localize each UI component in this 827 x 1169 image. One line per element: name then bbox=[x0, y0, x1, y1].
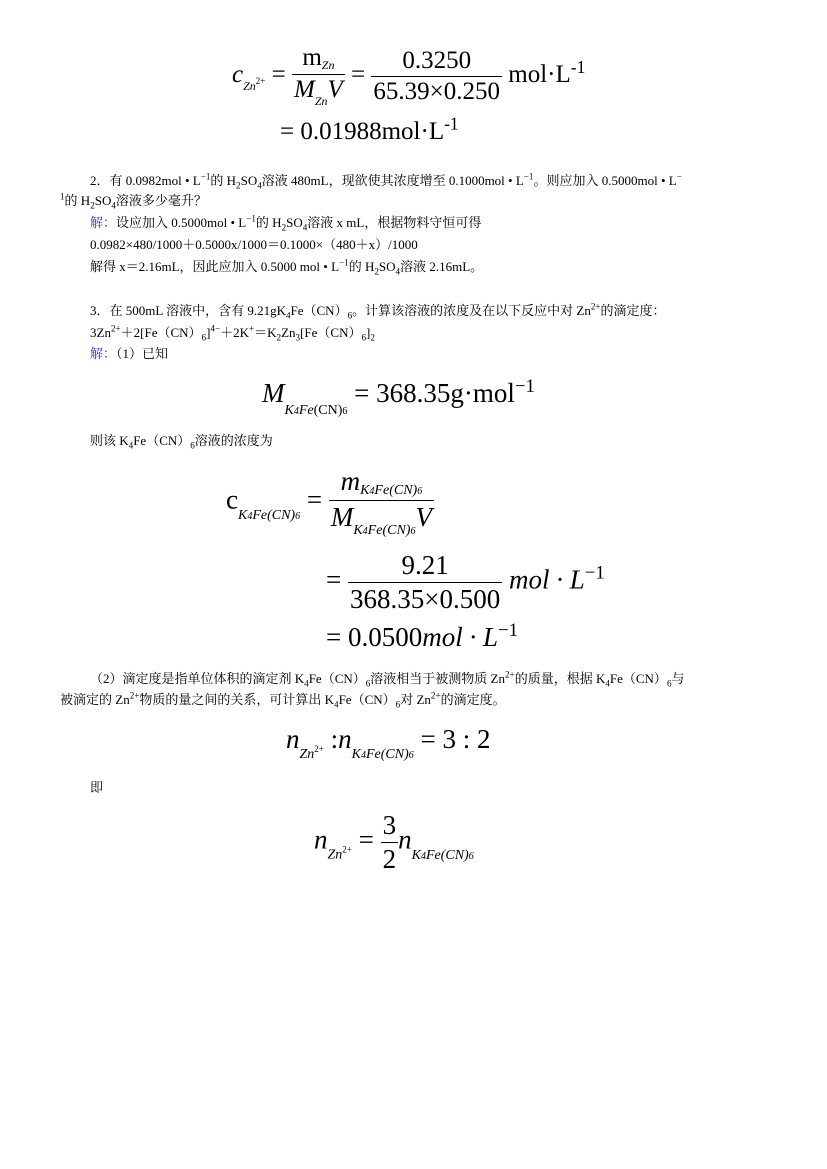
symbol-c: c bbox=[232, 61, 244, 89]
ji-label: 即 bbox=[90, 780, 104, 795]
equation-k4fecn6-result: = $0.0500mol \cdot L^{-1}$ bbox=[326, 620, 519, 652]
problem-2-solution-3: 解得 x＝2.16mL，因此应加入 0.5000 mol • $L^{-1}$的 $H_2SO_4$溶液 2.16mL。 bbox=[90, 257, 484, 277]
problem-3-solution-label: 解：（1）已知 bbox=[90, 346, 169, 361]
equation-zn-concentration: $c_{Zn}2+$ = $\frac{\text{mZn}}{M_{Zn}V}$ = $\frac{0.3250}{65.39\times 0.250}$ $mol\cdot L^{-1}$ bbox=[232, 44, 586, 108]
part-2-line-1: （2）滴定度是指单位体积的滴定剂 $K_4Fe(CN)_6$溶液相当于被测物质 $Zn^{2+}$的质量，根据 $K_4Fe(CN)_6$与 bbox=[90, 669, 685, 689]
problem-2-line-2: $^1$的 $H_2SO_4$溶液多少毫升？ bbox=[60, 191, 207, 211]
equation-zn-result: = $0.01988mol\cdot L^{-1}$ bbox=[280, 113, 459, 145]
fraction-m-over-MV: $\frac{\text{mZn}}{M_{Zn}V}$ bbox=[293, 44, 343, 108]
reaction-equation: $3Zn^{2+}+2[Fe(CN)_6]^{4-}+2K^+=K_2Zn_3[Fe(CN)_6]_2$ bbox=[90, 323, 375, 343]
problem-2-solution-1: 解：设应加入 0.5000mol • $L^{-1}$的 $H_2SO_4$溶液 x mL，根据物料守恒可得 bbox=[90, 213, 482, 233]
equation-n-zn: $n_{Zn}2+$ = $\frac{3}{2}$ $n_{K4Fe(CN)6}$ bbox=[314, 810, 474, 874]
equation-mole-ratio: $n_{Zn}2+$ $:n_{K4Fe(CN)6} = 3$ : 2 bbox=[286, 724, 491, 762]
fraction-m-over-MV: $\frac{mK4Fe(CN)6}{M_{K4Fe(CN)6}V}$ bbox=[330, 466, 432, 538]
equation-k4fecn6-numeric: = $\frac{9.21}{368.35\times 0.500}$ mol · $L^{-1}$ bbox=[326, 550, 605, 614]
concentration-intro: 则该 $K_4Fe(CN)_6$溶液的浓度为 bbox=[90, 433, 273, 451]
problem-2-line-1: 2．有 0.0982mol • $L^{-1}$的 $H_2SO_4$溶液 480mL，现欲使其浓度增至 0.1000mol • $L^{-1}$。则应加入 0.5000mol • L− bbox=[90, 171, 682, 191]
solution-label: 解： bbox=[90, 215, 117, 230]
equation-molar-mass: $M_{K4Fe(CN)6} = 368.35g\cdot mol^{-1}$ bbox=[262, 376, 535, 418]
problem-3-line-1: 3．在 500mL 溶液中，含有 $9.21gK_4Fe(CN)_6$。计算该溶液的浓度及在以下反应中对 $Zn^{2+}$的滴定度： bbox=[90, 301, 666, 321]
part-2-line-2: 被滴定的 $Zn^{2+}$物质的量之间的关系，可计算出 $K_4Fe(CN)_6$对 $Zn^{2+}$的滴定度。 bbox=[60, 690, 506, 710]
problem-2-solution-2: 0.0982×480/1000＋0.5000x/1000＝0.1000×（480＋x）/1000 bbox=[90, 237, 418, 252]
equation-k4fecn6-concentration: $c_{K4Fe(CN)6}$ = $\frac{mK4Fe(CN)6}{M_{K4Fe(CN)6}V}$ bbox=[226, 466, 432, 538]
unit: mol·L bbox=[508, 61, 571, 89]
fraction-numeric: $\frac{9.21}{368.35\times 0.500}$ bbox=[349, 550, 501, 614]
fraction-numeric: $\frac{0.3250}{65.39\times 0.250}$ bbox=[373, 47, 500, 105]
fraction-three-halves: $\frac{3}{2}$ bbox=[382, 810, 397, 874]
